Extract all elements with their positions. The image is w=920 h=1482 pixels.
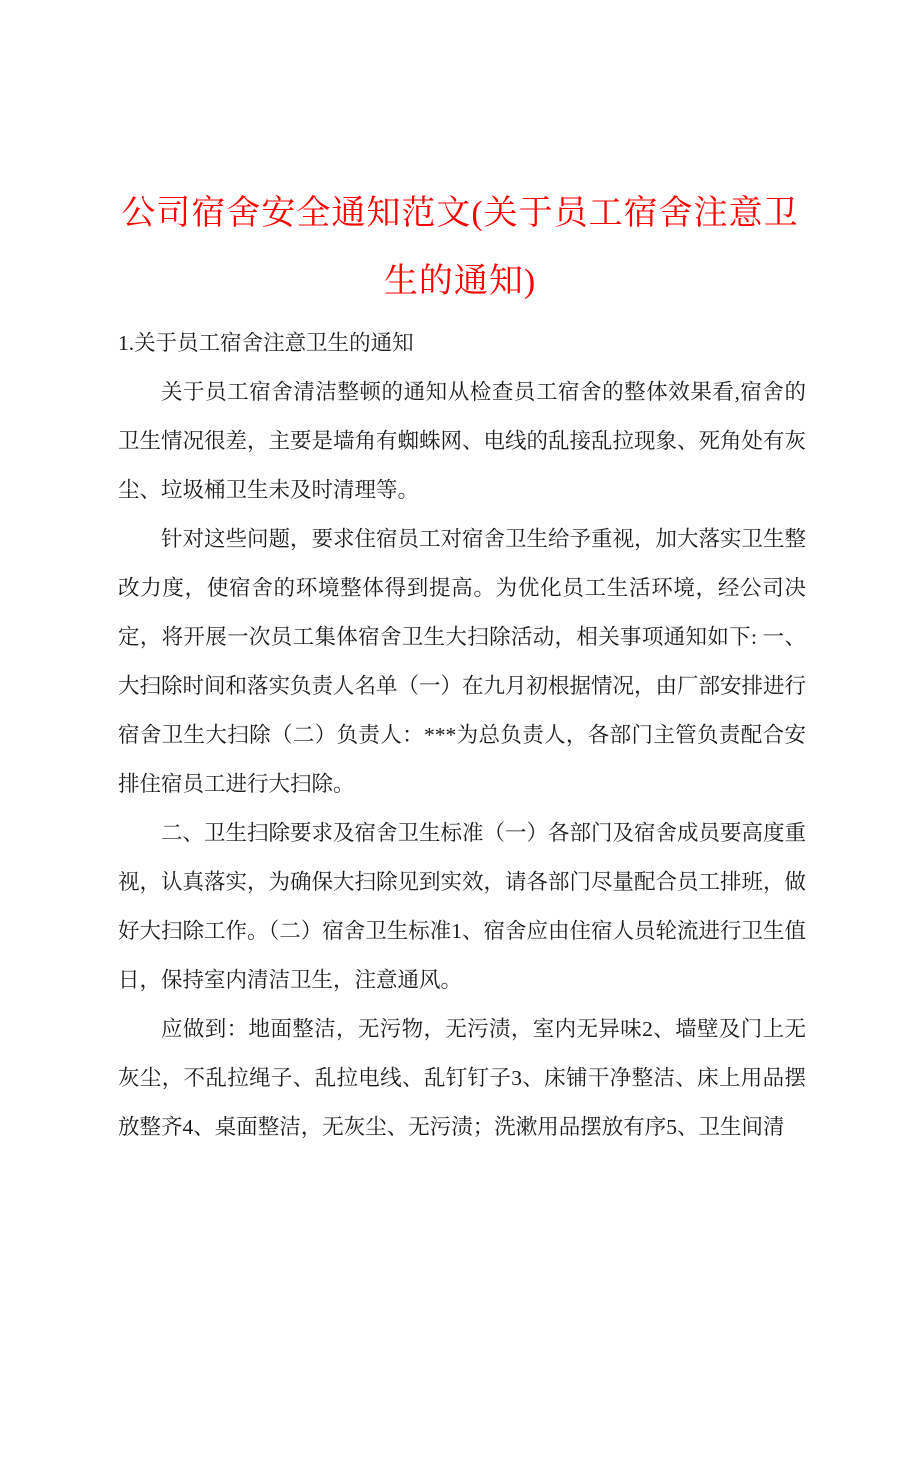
document-body bbox=[118, 319, 806, 1152]
document-page bbox=[0, 180, 920, 1482]
paragraph: 关于员工宿舍清洁整顿的通知从检查员工宿舍的整体效果看,宿舍的卫生情况很差，主要是墙角有蜘蛛网、电线的乱接乱拉现象、死角处有灰尘、垃圾桶卫生未及时清理等。 bbox=[118, 380, 807, 502]
paragraph: 针对这些问题，要求住宿员工对宿舍卫生给予重视，加大落实卫生整改力度，使宿舍的环境整体得到提高。为优化员工生活环境，经公司决定，将开展一次员工集体宿舍卫生大扫除活动，相关事项通知如下: 一、大扫除时间和落实负责人名单（一）在九月初根据情况，由厂部安排进行宿舍卫生大扫除（二）负责人：***为总负责人，各部门主管负责配合安排住宿员工进行大扫除。 bbox=[118, 527, 807, 796]
paragraph: 应做到：地面整洁，无污物，无污渍，室内无异味2、墙壁及门上无灰尘，不乱拉绳子、乱拉电线、乱钉钉子3、床铺干净整洁、床上用品摆放整齐4、桌面整洁，无灰尘、无污渍；洗漱用品摆放有序5、卫生间清 bbox=[118, 1017, 806, 1139]
document-title-line2: 生的通知) bbox=[383, 263, 537, 300]
document-title-line1: 公司宿舍安全通知范文(关于员工宿舍注意卫 bbox=[121, 195, 799, 232]
paragraph: 1.关于员工宿舍注意卫生的通知 bbox=[118, 331, 414, 355]
document-title bbox=[100, 180, 820, 316]
paragraph: 二、卫生扫除要求及宿舍卫生标准（一）各部门及宿舍成员要高度重视，认真落实，为确保大扫除见到实效，请各部门尽量配合员工排班，做好大扫除工作。（二）宿舍卫生标准1、宿舍应由住宿人员轮流进行卫生值日，保持室内清洁卫生，注意通风。 bbox=[118, 821, 807, 992]
